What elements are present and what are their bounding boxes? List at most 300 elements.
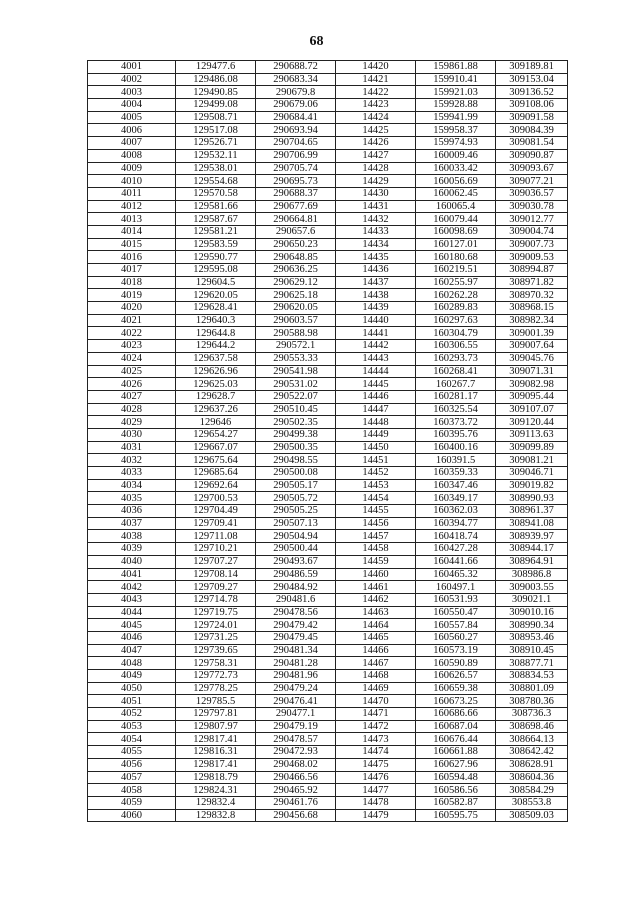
point-number-left-cell: 4001 <box>88 61 176 74</box>
table-row <box>88 771 568 784</box>
point-number-left-cell: 4030 <box>88 428 176 441</box>
x-coordinate-left-cell: 129570.58 <box>176 187 256 200</box>
point-number-left-cell: 4037 <box>88 517 176 530</box>
point-number-right-cell: 14451 <box>336 454 416 467</box>
y-coordinate-left-cell: 290629.12 <box>256 276 336 289</box>
table-row <box>88 238 568 251</box>
x-coordinate-left-cell: 129817.41 <box>176 733 256 746</box>
y-coordinate-right-cell: 309153.04 <box>496 73 568 86</box>
y-coordinate-right-cell: 308990.93 <box>496 492 568 505</box>
x-coordinate-left-cell: 129700.53 <box>176 492 256 505</box>
point-number-left-cell: 4031 <box>88 441 176 454</box>
y-coordinate-right-cell: 309120.44 <box>496 416 568 429</box>
x-coordinate-right-cell: 160127.01 <box>416 238 496 251</box>
point-number-right-cell: 14471 <box>336 708 416 721</box>
y-coordinate-right-cell: 309003.55 <box>496 581 568 594</box>
y-coordinate-left-cell: 290456.68 <box>256 809 336 822</box>
x-coordinate-left-cell: 129620.05 <box>176 289 256 302</box>
x-coordinate-left-cell: 129486.08 <box>176 73 256 86</box>
x-coordinate-right-cell: 160362.03 <box>416 505 496 518</box>
y-coordinate-left-cell: 290505.72 <box>256 492 336 505</box>
y-coordinate-right-cell: 308910.45 <box>496 644 568 657</box>
table-row <box>88 492 568 505</box>
x-coordinate-right-cell: 160659.38 <box>416 682 496 695</box>
table-row <box>88 708 568 721</box>
x-coordinate-left-cell: 129707.27 <box>176 555 256 568</box>
point-number-right-cell: 14431 <box>336 200 416 213</box>
y-coordinate-left-cell: 290650.23 <box>256 238 336 251</box>
point-number-left-cell: 4032 <box>88 454 176 467</box>
point-number-right-cell: 14464 <box>336 619 416 632</box>
y-coordinate-left-cell: 290481.28 <box>256 657 336 670</box>
table-row <box>88 175 568 188</box>
point-number-left-cell: 4005 <box>88 111 176 124</box>
x-coordinate-right-cell: 159941.99 <box>416 111 496 124</box>
x-coordinate-left-cell: 129517.08 <box>176 124 256 137</box>
point-number-right-cell: 14458 <box>336 543 416 556</box>
point-number-right-cell: 14420 <box>336 61 416 74</box>
point-number-left-cell: 4035 <box>88 492 176 505</box>
x-coordinate-left-cell: 129816.31 <box>176 746 256 759</box>
point-number-right-cell: 14454 <box>336 492 416 505</box>
table-row <box>88 517 568 530</box>
y-coordinate-right-cell: 308736.3 <box>496 708 568 721</box>
point-number-left-cell: 4033 <box>88 467 176 480</box>
x-coordinate-right-cell: 160626.57 <box>416 670 496 683</box>
point-number-right-cell: 14476 <box>336 771 416 784</box>
x-coordinate-right-cell: 160573.19 <box>416 644 496 657</box>
x-coordinate-right-cell: 160268.41 <box>416 365 496 378</box>
y-coordinate-right-cell: 309007.73 <box>496 238 568 251</box>
point-number-left-cell: 4029 <box>88 416 176 429</box>
point-number-right-cell: 14423 <box>336 99 416 112</box>
x-coordinate-right-cell: 160065.4 <box>416 200 496 213</box>
x-coordinate-left-cell: 129490.85 <box>176 86 256 99</box>
point-number-left-cell: 4002 <box>88 73 176 86</box>
table-row <box>88 365 568 378</box>
y-coordinate-right-cell: 308961.37 <box>496 505 568 518</box>
y-coordinate-right-cell: 308939.97 <box>496 530 568 543</box>
y-coordinate-left-cell: 290479.45 <box>256 631 336 644</box>
point-number-right-cell: 14434 <box>336 238 416 251</box>
point-number-right-cell: 14448 <box>336 416 416 429</box>
y-coordinate-right-cell: 308509.03 <box>496 809 568 822</box>
x-coordinate-right-cell: 160062.45 <box>416 187 496 200</box>
table-row <box>88 581 568 594</box>
y-coordinate-right-cell: 308990.34 <box>496 619 568 632</box>
x-coordinate-right-cell: 159910.41 <box>416 73 496 86</box>
y-coordinate-left-cell: 290636.25 <box>256 264 336 277</box>
y-coordinate-left-cell: 290693.94 <box>256 124 336 137</box>
point-number-left-cell: 4006 <box>88 124 176 137</box>
y-coordinate-left-cell: 290472.93 <box>256 746 336 759</box>
y-coordinate-right-cell: 308964.91 <box>496 555 568 568</box>
x-coordinate-left-cell: 129832.4 <box>176 796 256 809</box>
x-coordinate-right-cell: 160373.72 <box>416 416 496 429</box>
y-coordinate-left-cell: 290684.41 <box>256 111 336 124</box>
y-coordinate-left-cell: 290481.6 <box>256 593 336 606</box>
table-row <box>88 568 568 581</box>
x-coordinate-left-cell: 129477.6 <box>176 61 256 74</box>
x-coordinate-left-cell: 129499.08 <box>176 99 256 112</box>
x-coordinate-right-cell: 160676.44 <box>416 733 496 746</box>
y-coordinate-right-cell: 309081.21 <box>496 454 568 467</box>
point-number-right-cell: 14433 <box>336 225 416 238</box>
y-coordinate-right-cell: 309099.89 <box>496 441 568 454</box>
x-coordinate-left-cell: 129581.21 <box>176 225 256 238</box>
y-coordinate-right-cell: 309019.82 <box>496 479 568 492</box>
x-coordinate-right-cell: 159928.88 <box>416 99 496 112</box>
point-number-right-cell: 14478 <box>336 796 416 809</box>
y-coordinate-right-cell: 309095.44 <box>496 390 568 403</box>
point-number-right-cell: 14479 <box>336 809 416 822</box>
point-number-right-cell: 14435 <box>336 251 416 264</box>
y-coordinate-left-cell: 290507.13 <box>256 517 336 530</box>
point-number-right-cell: 14425 <box>336 124 416 137</box>
point-number-left-cell: 4049 <box>88 670 176 683</box>
y-coordinate-right-cell: 308941.08 <box>496 517 568 530</box>
point-number-left-cell: 4008 <box>88 149 176 162</box>
table-row <box>88 73 568 86</box>
point-number-right-cell: 14463 <box>336 606 416 619</box>
point-number-right-cell: 14462 <box>336 593 416 606</box>
y-coordinate-right-cell: 309113.63 <box>496 428 568 441</box>
table-row <box>88 555 568 568</box>
x-coordinate-left-cell: 129640.3 <box>176 314 256 327</box>
table-row <box>88 796 568 809</box>
y-coordinate-left-cell: 290502.35 <box>256 416 336 429</box>
y-coordinate-left-cell: 290499.38 <box>256 428 336 441</box>
table-row <box>88 289 568 302</box>
table-row <box>88 213 568 226</box>
table-row <box>88 149 568 162</box>
point-number-left-cell: 4028 <box>88 403 176 416</box>
y-coordinate-right-cell: 309084.39 <box>496 124 568 137</box>
y-coordinate-right-cell: 309010.16 <box>496 606 568 619</box>
y-coordinate-left-cell: 290479.24 <box>256 682 336 695</box>
x-coordinate-right-cell: 160267.7 <box>416 378 496 391</box>
y-coordinate-right-cell: 308780.36 <box>496 695 568 708</box>
y-coordinate-left-cell: 290625.18 <box>256 289 336 302</box>
x-coordinate-right-cell: 160560.27 <box>416 631 496 644</box>
page-number: 68 <box>309 34 324 49</box>
table-row <box>88 124 568 137</box>
table-row <box>88 200 568 213</box>
point-number-left-cell: 4050 <box>88 682 176 695</box>
y-coordinate-right-cell: 308553.8 <box>496 796 568 809</box>
y-coordinate-right-cell: 308982.34 <box>496 314 568 327</box>
y-coordinate-right-cell: 308968.15 <box>496 302 568 315</box>
y-coordinate-left-cell: 290481.96 <box>256 670 336 683</box>
x-coordinate-left-cell: 129719.75 <box>176 606 256 619</box>
y-coordinate-left-cell: 290504.94 <box>256 530 336 543</box>
y-coordinate-left-cell: 290478.57 <box>256 733 336 746</box>
y-coordinate-left-cell: 290572.1 <box>256 340 336 353</box>
point-number-right-cell: 14475 <box>336 758 416 771</box>
point-number-left-cell: 4041 <box>88 568 176 581</box>
y-coordinate-left-cell: 290705.74 <box>256 162 336 175</box>
point-number-left-cell: 4040 <box>88 555 176 568</box>
y-coordinate-left-cell: 290479.42 <box>256 619 336 632</box>
x-coordinate-left-cell: 129685.64 <box>176 467 256 480</box>
point-number-left-cell: 4027 <box>88 390 176 403</box>
table-row <box>88 631 568 644</box>
y-coordinate-left-cell: 290468.02 <box>256 758 336 771</box>
y-coordinate-right-cell: 309091.58 <box>496 111 568 124</box>
y-coordinate-right-cell: 309004.74 <box>496 225 568 238</box>
point-number-right-cell: 14421 <box>336 73 416 86</box>
point-number-left-cell: 4036 <box>88 505 176 518</box>
x-coordinate-right-cell: 160009.46 <box>416 149 496 162</box>
y-coordinate-right-cell: 309090.87 <box>496 149 568 162</box>
point-number-left-cell: 4047 <box>88 644 176 657</box>
point-number-right-cell: 14469 <box>336 682 416 695</box>
y-coordinate-right-cell: 308642.42 <box>496 746 568 759</box>
y-coordinate-right-cell: 309036.57 <box>496 187 568 200</box>
y-coordinate-left-cell: 290461.76 <box>256 796 336 809</box>
y-coordinate-left-cell: 290510.45 <box>256 403 336 416</box>
point-number-right-cell: 14455 <box>336 505 416 518</box>
y-coordinate-left-cell: 290648.85 <box>256 251 336 264</box>
table-row <box>88 657 568 670</box>
table-row <box>88 479 568 492</box>
point-number-right-cell: 14450 <box>336 441 416 454</box>
y-coordinate-right-cell: 308801.09 <box>496 682 568 695</box>
x-coordinate-left-cell: 129714.78 <box>176 593 256 606</box>
x-coordinate-left-cell: 129587.67 <box>176 213 256 226</box>
y-coordinate-right-cell: 308834.53 <box>496 670 568 683</box>
y-coordinate-right-cell: 309046.71 <box>496 467 568 480</box>
point-number-right-cell: 14445 <box>336 378 416 391</box>
point-number-left-cell: 4059 <box>88 796 176 809</box>
point-number-right-cell: 14441 <box>336 327 416 340</box>
table-row <box>88 733 568 746</box>
point-number-left-cell: 4052 <box>88 708 176 721</box>
table-row <box>88 340 568 353</box>
table-row <box>88 61 568 74</box>
point-number-left-cell: 4051 <box>88 695 176 708</box>
y-coordinate-left-cell: 290476.41 <box>256 695 336 708</box>
x-coordinate-right-cell: 160281.17 <box>416 390 496 403</box>
x-coordinate-left-cell: 129646 <box>176 416 256 429</box>
x-coordinate-left-cell: 129817.41 <box>176 758 256 771</box>
y-coordinate-right-cell: 309045.76 <box>496 352 568 365</box>
x-coordinate-right-cell: 160400.16 <box>416 441 496 454</box>
point-number-left-cell: 4024 <box>88 352 176 365</box>
point-number-left-cell: 4019 <box>88 289 176 302</box>
table-row <box>88 378 568 391</box>
x-coordinate-right-cell: 159958.37 <box>416 124 496 137</box>
y-coordinate-left-cell: 290679.06 <box>256 99 336 112</box>
x-coordinate-right-cell: 160441.66 <box>416 555 496 568</box>
x-coordinate-right-cell: 160418.74 <box>416 530 496 543</box>
coordinates-table <box>87 60 568 822</box>
point-number-left-cell: 4042 <box>88 581 176 594</box>
x-coordinate-right-cell: 160686.66 <box>416 708 496 721</box>
point-number-left-cell: 4017 <box>88 264 176 277</box>
table-row <box>88 428 568 441</box>
table-row <box>88 314 568 327</box>
y-coordinate-right-cell: 308944.17 <box>496 543 568 556</box>
point-number-right-cell: 14438 <box>336 289 416 302</box>
point-number-right-cell: 14428 <box>336 162 416 175</box>
x-coordinate-right-cell: 160531.93 <box>416 593 496 606</box>
point-number-left-cell: 4018 <box>88 276 176 289</box>
x-coordinate-left-cell: 129710.21 <box>176 543 256 556</box>
x-coordinate-left-cell: 129832.8 <box>176 809 256 822</box>
x-coordinate-left-cell: 129731.25 <box>176 631 256 644</box>
x-coordinate-left-cell: 129654.27 <box>176 428 256 441</box>
x-coordinate-left-cell: 129667.07 <box>176 441 256 454</box>
point-number-left-cell: 4012 <box>88 200 176 213</box>
y-coordinate-left-cell: 290688.37 <box>256 187 336 200</box>
table-row <box>88 225 568 238</box>
point-number-right-cell: 14467 <box>336 657 416 670</box>
y-coordinate-right-cell: 309077.21 <box>496 175 568 188</box>
x-coordinate-left-cell: 129772.73 <box>176 670 256 683</box>
point-number-right-cell: 14439 <box>336 302 416 315</box>
table-row <box>88 720 568 733</box>
y-coordinate-right-cell: 309107.07 <box>496 403 568 416</box>
table-row <box>88 758 568 771</box>
y-coordinate-left-cell: 290679.8 <box>256 86 336 99</box>
table-row <box>88 251 568 264</box>
table-row <box>88 809 568 822</box>
y-coordinate-right-cell: 308698.46 <box>496 720 568 733</box>
point-number-left-cell: 4009 <box>88 162 176 175</box>
coordinates-table-body <box>88 61 568 822</box>
point-number-left-cell: 4013 <box>88 213 176 226</box>
x-coordinate-left-cell: 129778.25 <box>176 682 256 695</box>
point-number-left-cell: 4004 <box>88 99 176 112</box>
point-number-right-cell: 14459 <box>336 555 416 568</box>
y-coordinate-left-cell: 290493.67 <box>256 555 336 568</box>
table-row <box>88 390 568 403</box>
x-coordinate-right-cell: 160293.73 <box>416 352 496 365</box>
point-number-right-cell: 14429 <box>336 175 416 188</box>
y-coordinate-left-cell: 290553.33 <box>256 352 336 365</box>
y-coordinate-left-cell: 290478.56 <box>256 606 336 619</box>
x-coordinate-right-cell: 160673.25 <box>416 695 496 708</box>
y-coordinate-left-cell: 290481.34 <box>256 644 336 657</box>
point-number-left-cell: 4021 <box>88 314 176 327</box>
table-row <box>88 99 568 112</box>
y-coordinate-right-cell: 308877.71 <box>496 657 568 670</box>
point-number-left-cell: 4020 <box>88 302 176 315</box>
point-number-right-cell: 14432 <box>336 213 416 226</box>
x-coordinate-left-cell: 129818.79 <box>176 771 256 784</box>
point-number-left-cell: 4026 <box>88 378 176 391</box>
x-coordinate-right-cell: 160550.47 <box>416 606 496 619</box>
x-coordinate-right-cell: 160497.1 <box>416 581 496 594</box>
y-coordinate-right-cell: 308584.29 <box>496 784 568 797</box>
x-coordinate-right-cell: 160557.84 <box>416 619 496 632</box>
table-row <box>88 644 568 657</box>
x-coordinate-left-cell: 129526.71 <box>176 137 256 150</box>
x-coordinate-left-cell: 129739.65 <box>176 644 256 657</box>
x-coordinate-right-cell: 160219.51 <box>416 264 496 277</box>
point-number-left-cell: 4015 <box>88 238 176 251</box>
y-coordinate-right-cell: 308628.91 <box>496 758 568 771</box>
y-coordinate-left-cell: 290500.08 <box>256 467 336 480</box>
point-number-right-cell: 14436 <box>336 264 416 277</box>
x-coordinate-left-cell: 129704.49 <box>176 505 256 518</box>
point-number-right-cell: 14422 <box>336 86 416 99</box>
x-coordinate-right-cell: 159861.88 <box>416 61 496 74</box>
y-coordinate-right-cell: 308604.36 <box>496 771 568 784</box>
y-coordinate-right-cell: 308986.8 <box>496 568 568 581</box>
x-coordinate-left-cell: 129708.14 <box>176 568 256 581</box>
x-coordinate-right-cell: 160661.88 <box>416 746 496 759</box>
y-coordinate-right-cell: 309030.78 <box>496 200 568 213</box>
table-row <box>88 619 568 632</box>
point-number-right-cell: 14472 <box>336 720 416 733</box>
y-coordinate-right-cell: 309093.67 <box>496 162 568 175</box>
y-coordinate-left-cell: 290688.72 <box>256 61 336 74</box>
x-coordinate-left-cell: 129724.01 <box>176 619 256 632</box>
point-number-right-cell: 14465 <box>336 631 416 644</box>
y-coordinate-left-cell: 290704.65 <box>256 137 336 150</box>
x-coordinate-left-cell: 129590.77 <box>176 251 256 264</box>
x-coordinate-right-cell: 159974.93 <box>416 137 496 150</box>
x-coordinate-right-cell: 160056.69 <box>416 175 496 188</box>
y-coordinate-left-cell: 290486.59 <box>256 568 336 581</box>
point-number-left-cell: 4039 <box>88 543 176 556</box>
point-number-right-cell: 14446 <box>336 390 416 403</box>
point-number-left-cell: 4010 <box>88 175 176 188</box>
y-coordinate-left-cell: 290603.57 <box>256 314 336 327</box>
y-coordinate-right-cell: 308953.46 <box>496 631 568 644</box>
x-coordinate-left-cell: 129628.7 <box>176 390 256 403</box>
table-row <box>88 264 568 277</box>
point-number-left-cell: 4007 <box>88 137 176 150</box>
x-coordinate-right-cell: 160180.68 <box>416 251 496 264</box>
x-coordinate-left-cell: 129554.68 <box>176 175 256 188</box>
point-number-left-cell: 4003 <box>88 86 176 99</box>
point-number-right-cell: 14442 <box>336 340 416 353</box>
table-row <box>88 695 568 708</box>
x-coordinate-right-cell: 160465.32 <box>416 568 496 581</box>
point-number-left-cell: 4058 <box>88 784 176 797</box>
x-coordinate-left-cell: 129824.31 <box>176 784 256 797</box>
point-number-right-cell: 14468 <box>336 670 416 683</box>
point-number-right-cell: 14447 <box>336 403 416 416</box>
y-coordinate-left-cell: 290522.07 <box>256 390 336 403</box>
x-coordinate-left-cell: 129595.08 <box>176 264 256 277</box>
y-coordinate-right-cell: 308971.82 <box>496 276 568 289</box>
table-row <box>88 682 568 695</box>
y-coordinate-left-cell: 290484.92 <box>256 581 336 594</box>
x-coordinate-right-cell: 160590.89 <box>416 657 496 670</box>
x-coordinate-right-cell: 160325.54 <box>416 403 496 416</box>
x-coordinate-left-cell: 129626.96 <box>176 365 256 378</box>
point-number-left-cell: 4034 <box>88 479 176 492</box>
x-coordinate-right-cell: 160033.42 <box>416 162 496 175</box>
y-coordinate-left-cell: 290706.99 <box>256 149 336 162</box>
point-number-left-cell: 4045 <box>88 619 176 632</box>
point-number-right-cell: 14456 <box>336 517 416 530</box>
y-coordinate-right-cell: 309081.54 <box>496 137 568 150</box>
x-coordinate-left-cell: 129644.8 <box>176 327 256 340</box>
point-number-right-cell: 14437 <box>336 276 416 289</box>
table-row <box>88 467 568 480</box>
point-number-left-cell: 4025 <box>88 365 176 378</box>
y-coordinate-left-cell: 290479.19 <box>256 720 336 733</box>
y-coordinate-left-cell: 290541.98 <box>256 365 336 378</box>
point-number-right-cell: 14444 <box>336 365 416 378</box>
x-coordinate-right-cell: 159921.03 <box>416 86 496 99</box>
table-row <box>88 302 568 315</box>
